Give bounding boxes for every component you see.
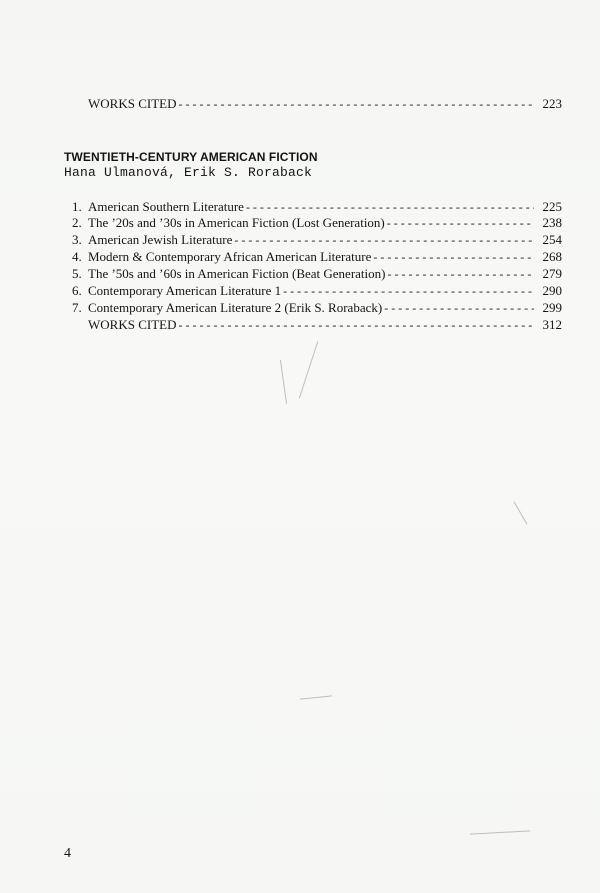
toc-entry-page: 279 bbox=[542, 266, 562, 281]
paper-crease-mark bbox=[514, 501, 528, 524]
toc-entry-number: 1. bbox=[72, 199, 82, 214]
dot-leader bbox=[178, 96, 534, 112]
toc-entry-page: 238 bbox=[542, 215, 562, 230]
paper-crease-mark bbox=[280, 360, 287, 404]
toc-entry-page: 223 bbox=[542, 96, 562, 111]
dot-leader bbox=[387, 215, 534, 231]
toc-entry-label: WORKS CITED bbox=[88, 96, 177, 111]
toc-entry-label: American Southern Literature bbox=[88, 199, 244, 214]
toc-entry-label: The ’50s and ’60s in American Fiction (Beat Generation) bbox=[88, 266, 386, 281]
toc-entry-page: 290 bbox=[542, 283, 562, 298]
toc-entry-works-cited bbox=[88, 317, 562, 333]
toc-entry-label: Modern & Contemporary African American Literature bbox=[88, 249, 372, 264]
toc-entry-works-cited-top bbox=[88, 96, 562, 112]
toc-entry-page: 254 bbox=[542, 232, 562, 247]
paper-crease-mark bbox=[299, 341, 318, 398]
dot-leader bbox=[246, 199, 534, 215]
toc-entry-number: 2. bbox=[72, 215, 82, 230]
section-title: TWENTIETH-CENTURY AMERICAN FICTION bbox=[64, 150, 318, 164]
dot-leader bbox=[373, 249, 534, 265]
toc-entry-page: 299 bbox=[542, 300, 562, 315]
paper-crease-mark bbox=[470, 830, 530, 834]
toc-entry-number: 4. bbox=[72, 249, 82, 264]
section-authors: Hana Ulmanová, Erik S. Roraback bbox=[64, 165, 313, 180]
dot-leader bbox=[387, 266, 534, 282]
paper-crease-mark bbox=[300, 695, 332, 699]
toc-entry-7 bbox=[72, 300, 562, 316]
toc-entry-label: Contemporary American Literature 2 (Erik S. Roraback) bbox=[88, 300, 383, 315]
toc-entry-number: 6. bbox=[72, 283, 82, 298]
toc-entry-label: Contemporary American Literature 1 bbox=[88, 283, 282, 298]
toc-entry-page: 268 bbox=[542, 249, 562, 264]
toc-entry-label: American Jewish Literature bbox=[88, 232, 233, 247]
toc-entry-6 bbox=[72, 283, 562, 299]
toc-entry-5 bbox=[72, 266, 562, 282]
dot-leader bbox=[178, 317, 534, 333]
page-number: 4 bbox=[64, 846, 71, 861]
toc-entry-number: 3. bbox=[72, 232, 82, 247]
dot-leader bbox=[234, 232, 534, 248]
toc-entry-number: 5. bbox=[72, 266, 82, 281]
toc-entry-page: 312 bbox=[542, 317, 562, 332]
toc-entry-1 bbox=[72, 199, 562, 215]
toc-entry-number: 7. bbox=[72, 300, 82, 315]
toc-entry-2 bbox=[72, 215, 562, 231]
dot-leader bbox=[384, 300, 534, 316]
dot-leader bbox=[283, 283, 534, 299]
toc-entry-label: WORKS CITED bbox=[88, 317, 177, 332]
toc-entry-page: 225 bbox=[542, 199, 562, 214]
toc-entry-label: The ’20s and ’30s in American Fiction (Lost Generation) bbox=[88, 215, 385, 230]
toc-entry-3 bbox=[72, 232, 562, 248]
toc-entry-4 bbox=[72, 249, 562, 265]
